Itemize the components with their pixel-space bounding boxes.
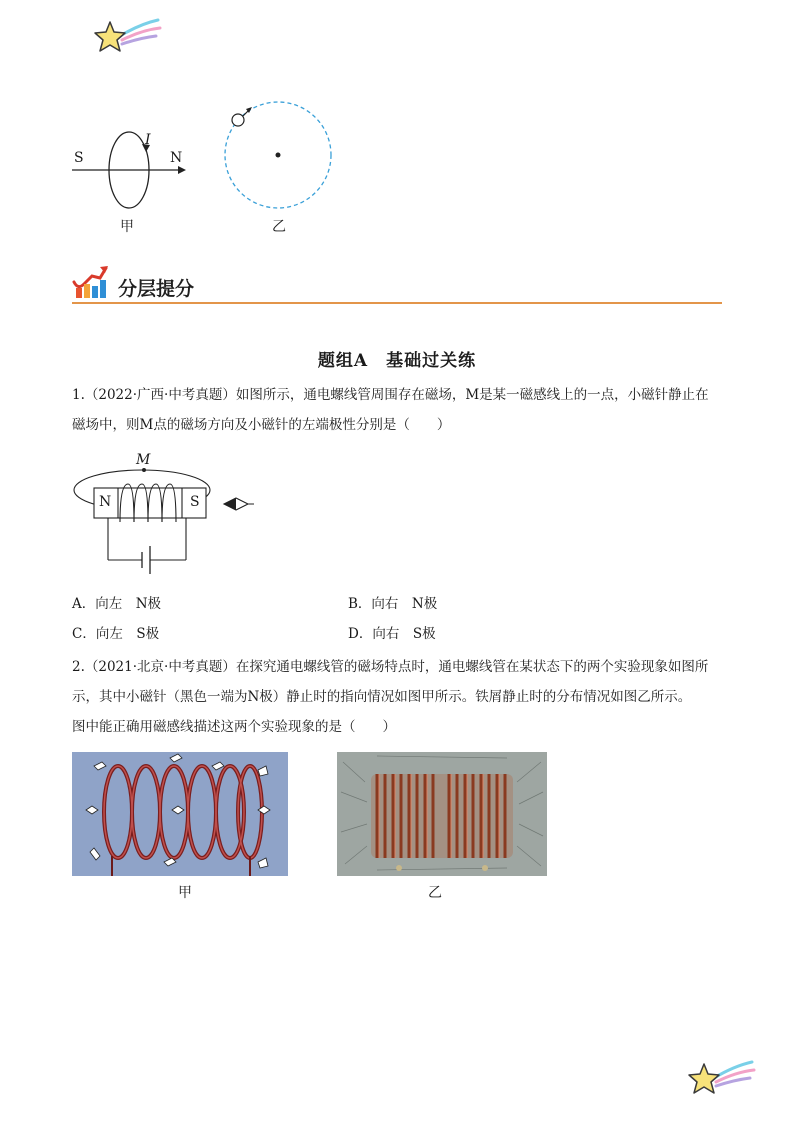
q1-option-c[interactable]: C．向左 S极 (72, 626, 160, 642)
q2-text-line2: 示，其中小磁针（黑色一端为N极）静止时的指向情况如图甲所示。铁屑静止时的分布情况如图乙所示。 (72, 689, 692, 705)
figure-compass-circle (218, 100, 338, 216)
q1-label-n: N (99, 494, 112, 510)
section-divider (72, 302, 722, 304)
q1-option-a[interactable]: A．向左 N极 (72, 596, 162, 612)
q2-text-line1: 2.（2021·北京·中考真题）在探究通电螺线管的磁场特点时，通电螺线管在某状态下的两个实验现象如图所 (72, 659, 709, 675)
label-s-pole: S (74, 150, 84, 166)
q1-option-d[interactable]: D．向右 S极 (348, 626, 436, 642)
q2-photo-iron-filings (337, 752, 547, 876)
q2-caption-yi: 乙 (428, 885, 442, 901)
q2-photo-coil-compasses (72, 752, 288, 876)
q1-text-line2: 磁场中，则M点的磁场方向及小磁针的左端极性分别是（ ） (72, 417, 451, 433)
section-title: 分层提分 (118, 278, 195, 300)
q1-solenoid-figure (70, 460, 260, 578)
q1-label-m: M (136, 452, 151, 468)
q2-caption-jia: 甲 (178, 885, 192, 901)
bar-chart-growth-icon (70, 264, 110, 300)
caption-jia-top: 甲 (120, 219, 134, 235)
q1-option-b[interactable]: B．向右 N极 (348, 596, 438, 612)
caption-yi-top: 乙 (272, 219, 286, 235)
label-n-pole: N (170, 150, 183, 166)
q2-text-line3: 图中能正确用磁感线描述这两个实验现象的是（ ） (72, 719, 396, 735)
q1-label-s: S (190, 494, 200, 510)
group-title: 题组A 基础过关练 (317, 351, 477, 371)
label-current-i: I (145, 132, 151, 148)
q1-text-line1: 1.（2022·广西·中考真题）如图所示，通电螺线管周围存在磁场，M是某一磁感线上的一点，小磁针静止在 (72, 387, 709, 403)
shooting-star-icon (92, 16, 164, 58)
shooting-star-icon-bottom (686, 1058, 758, 1100)
